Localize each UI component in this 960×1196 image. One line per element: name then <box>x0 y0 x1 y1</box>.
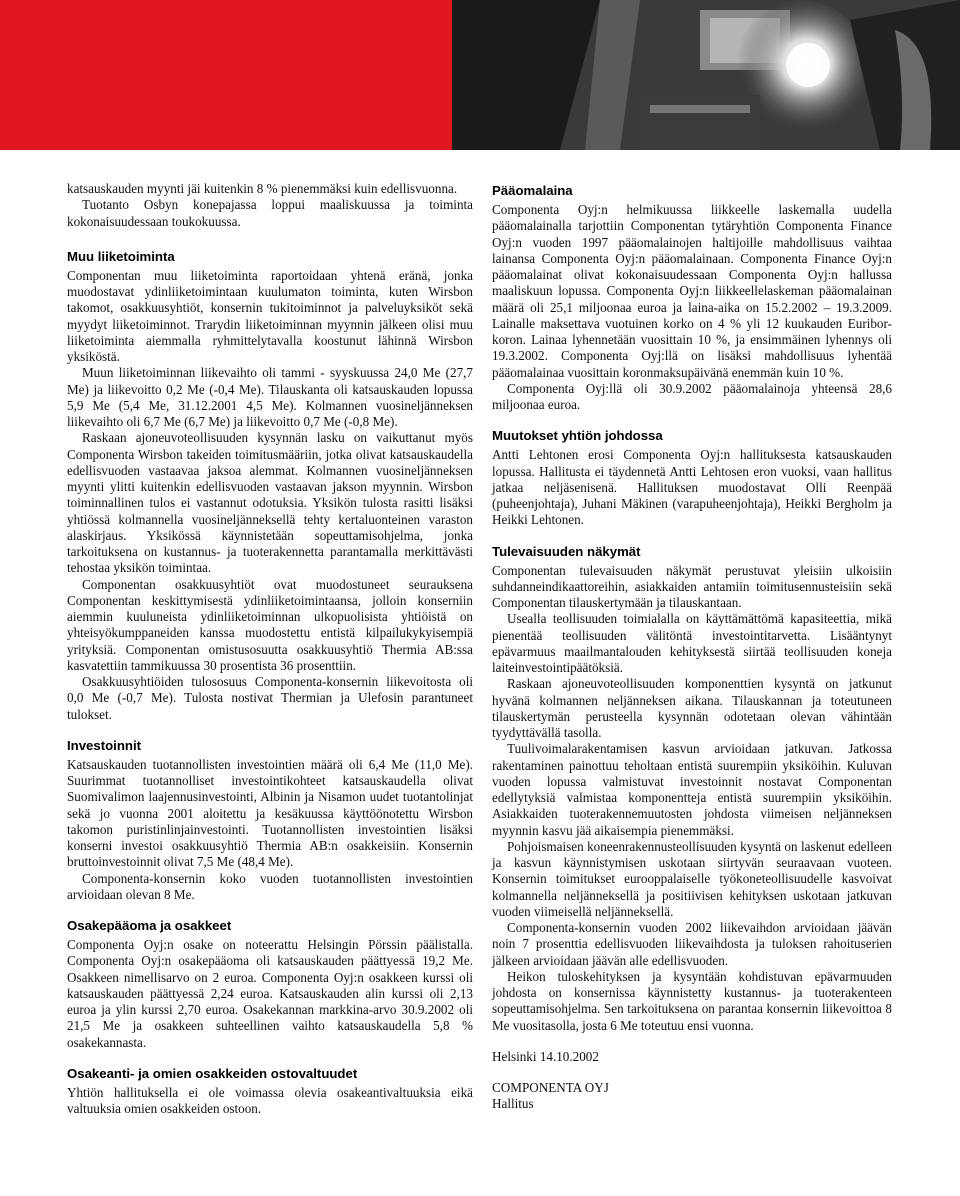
spacer <box>492 1065 892 1080</box>
signature-company: COMPONENTA OYJ <box>492 1080 609 1095</box>
section-heading-osakeanti: Osakeanti- ja omien osakkeiden ostovaltuudet <box>67 1065 358 1081</box>
paragraph: Osakkuusyhtiöiden tulososuus Componenta-konsernin liikevoitosta oli 0,0 Me (-0,7 Me). Tulosta nostivat Thermian ja Ulefosin parantuneet tulokset. <box>67 674 473 722</box>
paragraph: Componentan tulevaisuuden näkymät perustuvat yleisiin ulkoisiin suhdanneindikaattoreihin, asiakkaiden antamiin toimitusennusteisiin sekä Componentan tilauskertymään ja tilauskantaan. <box>492 562 892 610</box>
paragraph: Katsauskauden tuotannollisten investointien määrä oli 6,4 Me (11,0 Me). Suurimmat tuotannolliset investointikohteet katsauskaudella olivat Suomivalimon laajennusinvestointi, Albinin ja Nisamon uudet tuotantolinjat sekä jo vuonna 2001 aloitettu ja kesäkuussa käyttöönotettu Wirsbon takomon puristinlinjainvestointi. Tuotannollisten investointien lisäksi konserni investoi osakkuusyhtiö Thermia AB:n osakkeisiin. Konsernin bruttoinvestoinnit olivat 7,5 Me (48,4 Me). <box>67 756 473 870</box>
section-heading-osakepaaoma: Osakepääoma ja osakkeet <box>67 918 232 933</box>
paragraph: Componentan osakkuusyhtiöt ovat muodostuneet seurauksena Componentan keskittymisestä ydinliiketoimintaansa, jolloin konserniin aiemmin kuuluneista ydinliiketoiminnan ulkopuolisista yhtiöistä on yhteisyökumppaneiden kanssa muodostettu entistä kilpailukykyisempiä yrityksiä. Componentan omistusosuutta osakkuusyhtiö Thermia AB:ssa kasvatettiin tammikuussa 30 prosentista 36 prosenttiin. <box>67 576 473 673</box>
accent-red-block <box>0 0 452 150</box>
paragraph: Componenta-konsernin vuoden 2002 liikevaihdon arvioidaan jäävän noin 7 prosenttia edellisvuoden liikevaihdosta ja tuloksen rahoituserien jälkeen arvioidaan jäävän alle edellisvuoden. <box>492 920 892 968</box>
paragraph: Tuotanto Osbyn konepajassa loppui maaliskuussa ja toiminta kokonaisuudessaan toukokuussa. <box>67 197 473 229</box>
paragraph: Antti Lehtonen erosi Componenta Oyj:n hallituksesta katsauskauden lopussa. Hallitusta ei täydennetä Antti Lehtosen eron vuoksi, vaan hallitus jatkaa neljäsenisenä. Hallituksen muodostavat Olli Reenpää (puheenjohtaja), Juhani Mäkinen (varapuheenjohtaja), Heikki Bergholm ja Heikki Lehtonen. <box>492 447 892 528</box>
spacer <box>492 1034 892 1049</box>
paragraph: Componenta Oyj:n osake on noteerattu Helsingin Pörssin päälistalla. Componenta Oyj:n osakepääoma oli katsauskauden päättyessä 19,2 Me. Osakkeen nimellisarvo on 2 euroa. Componenta Oyj:n osakkeen kurssi oli katsauskauden päättyessä 2,24 euroa. Katsauskauden alin kurssi oli 2,13 euroa ja ylin kurssi 2,70 euroa. Osakekannan markkina-arvo 30.9.2002 oli 21,5 Me ja osakkeen suhteellinen vaihto katsauskaudella 5,8 % osakekannasta. <box>67 937 473 1050</box>
paragraph: Pohjoismaisen koneenrakennusteollisuuden kysyntä on laskenut edelleen ja kasvun käynnistymisen uskotaan siirtyvän seuraavaan vuoteen. Konsernin toimitukset eurooppalaiselle työkoneteollisuudelle kasvoivat kolmannella neljänneksellä ja positiivisen kehityksen uskotaan jatkuvan vuoden viimeisellä neljänneksellä. <box>492 838 892 919</box>
paragraph: Tuulivoimalarakentamisen kasvun arvioidaan jatkuvan. Jatkossa rakentaminen painottuu teholtaan entistä suurempiin yksiköihin. Kuluvan vuoden lopussa valmistuvat investoinnit nostavat Componentan edellytyksiä valmistaa komponentteja entistä suurempiin yksiköihin. Asiakkaiden tuoterakennemuutosten johdosta viimeisen neljänneksen myynnin kasvu jää aikaisempia pienemmäksi. <box>492 741 892 838</box>
paragraph: Componenta-konsernin koko vuoden tuotannollisten investointien arvioidaan olevan 8 Me. <box>67 870 473 902</box>
signature-place-date: Helsinki 14.10.2002 <box>492 1048 599 1064</box>
paragraph: Usealla teollisuuden toimialalla on käyttämättömä kapasiteettia, mikä pienentää teollisuuden välitöntä investointitarvetta. Lisääntynyt epävarmuus maailmantalouden kehityksestä siirtää teollisuuden koneja laiteinvestointipäätöksiä. <box>492 611 892 675</box>
paragraph: Raskaan ajoneuvoteollisuuden kysynnän lasku on vaikuttanut myös Componenta Wirsbon takeiden toimitusmääriin, jotka olivat katsauskaudella edellisvuoden vastaavaa jaksoa alemmat. Kolmannen vuosineljänneksen myynti ylitti kuitenkin edellisvuoden vastaavan jakson myynnin. Wirsbon toiminnallinen tulos ei vastannut odotuksia. Yksikön tulosta rasitti lisäksi yhtiössä kolmannella vuosineljänneksellä tehty kertaluonteinen varaston alaskirjaus. Yksikössä käynnistetään sopeuttamisohjelma, jonka tarkoituksena on kustannus- ja tuoterakennetta parantamalla merkittävästi tehostaa yksikön toimintaa. <box>67 430 473 576</box>
section-heading-paaomalaina: Pääomalaina <box>492 183 573 198</box>
paragraph: Componentan muu liiketoiminta raportoidaan yhtenä eränä, jonka muodostavat ydinliiketoimintaan kuulumaton toiminta, kuten Wirsbon takomot, osakkuusyhtiöt, konsernin tukitoiminnot ja palveluyksiköt sekä myydyt liiketoiminnot. Trarydin liiketoiminnan myynnin jälkeen olisi muu liiketoiminta aiemmalla ryhmittelytavalla koostunut lähinnä Wirsbon yksiköstä. <box>67 267 473 364</box>
left-column <box>67 181 473 1117</box>
paragraph: Muun liiketoiminnan liikevaihto oli tammi - syyskuussa 24,0 Me (27,7 Me) ja liikevoitto 0,2 Me (-0,4 Me). Tilauskanta oli katsauskauden lopussa 5,9 Me (5,4 Me, 31.12.2001 4,5 Me). Kolmannen vuosineljänneksen liikevaihto oli 6,7 Me (6,7 Me) ja liikevoitto 0,7 Me (-0,8 Me). <box>67 365 473 429</box>
signature-board: Hallitus <box>492 1096 534 1112</box>
header-banner <box>0 0 960 150</box>
section-heading-tulevaisuuden-nakymat: Tulevaisuuden näkymät <box>492 543 641 559</box>
paragraph: Heikon tuloskehityksen ja kysyntään kohdistuvan epävarmuuden johdosta on konsernissa käynnistetty kustannus- ja tuoterakenteen sopeuttamisohjelma. Sen tarkoituksena on parantaa konsernin liikevoittoa 8 Me vuositasolla, josta 6 Me toteutuu ensi vuonna. <box>492 968 892 1033</box>
section-heading-investoinnit: Investoinnit <box>67 737 141 753</box>
paragraph: Raskaan ajoneuvoteollisuuden komponenttien kysyntä on jatkunut hyvänä kolmannen neljänneksen aikana. Tilauskannan ja toteutuneen tilauskertymän perusteella kysynnän odotetaan olevan vähintään tyydyttävällä tasolla. <box>492 676 892 740</box>
paragraph: katsauskauden myynti jäi kuitenkin 8 % pienemmäksi kuin edellisvuonna. <box>67 181 458 196</box>
paragraph: Yhtiön hallituksella ei ole voimassa olevia osakeantivaltuuksia eikä valtuuksia omien osakkeiden ostoon. <box>67 1084 473 1116</box>
right-column <box>492 183 892 1113</box>
section-heading-muu-liiketoiminta: Muu liiketoiminta <box>67 248 175 264</box>
paragraph: Componenta Oyj:llä oli 30.9.2002 pääomalainoja yhteensä 28,6 miljoonaa euroa. <box>492 380 892 412</box>
paragraph: Componenta Oyj:n helmikuussa liikkeelle laskemalla uudella pääomalainalla tarjottiin Componentan tytäryhtiön Componenta Finance Oyj:n vuoden 1997 pääomalainojen haltijoille mahdollisuus vaihtaa lainansa Componenta Oyj:n pääomalainaan. Componenta Finance Oyj:n pääomalainat olivat kokonaisuudessaan Componenta Oyj:n hallussa maaliskuun lopussa. Componenta Oyj:n liikkeellelaskeman pääomalainan määrä oli 25,1 miljoonaa euroa ja laina-aika on 15.2.2002 – 19.3.2009. Lainalle maksettava vuotuinen korko on 4 % yli 12 kuukauden Euribor-koron. Lainaa lyhennetään vuosittain 10 %, ja ensimmäinen lyhennys oli 19.3.2002. Componenta Oyj:llä on lisäksi mahdollisuus lyhentää pääomalainaa vuosittain koronmaksupäivänä enemmän kuin 10 %. <box>492 202 892 380</box>
section-heading-muutokset: Muutokset yhtiön johdossa <box>492 428 663 444</box>
